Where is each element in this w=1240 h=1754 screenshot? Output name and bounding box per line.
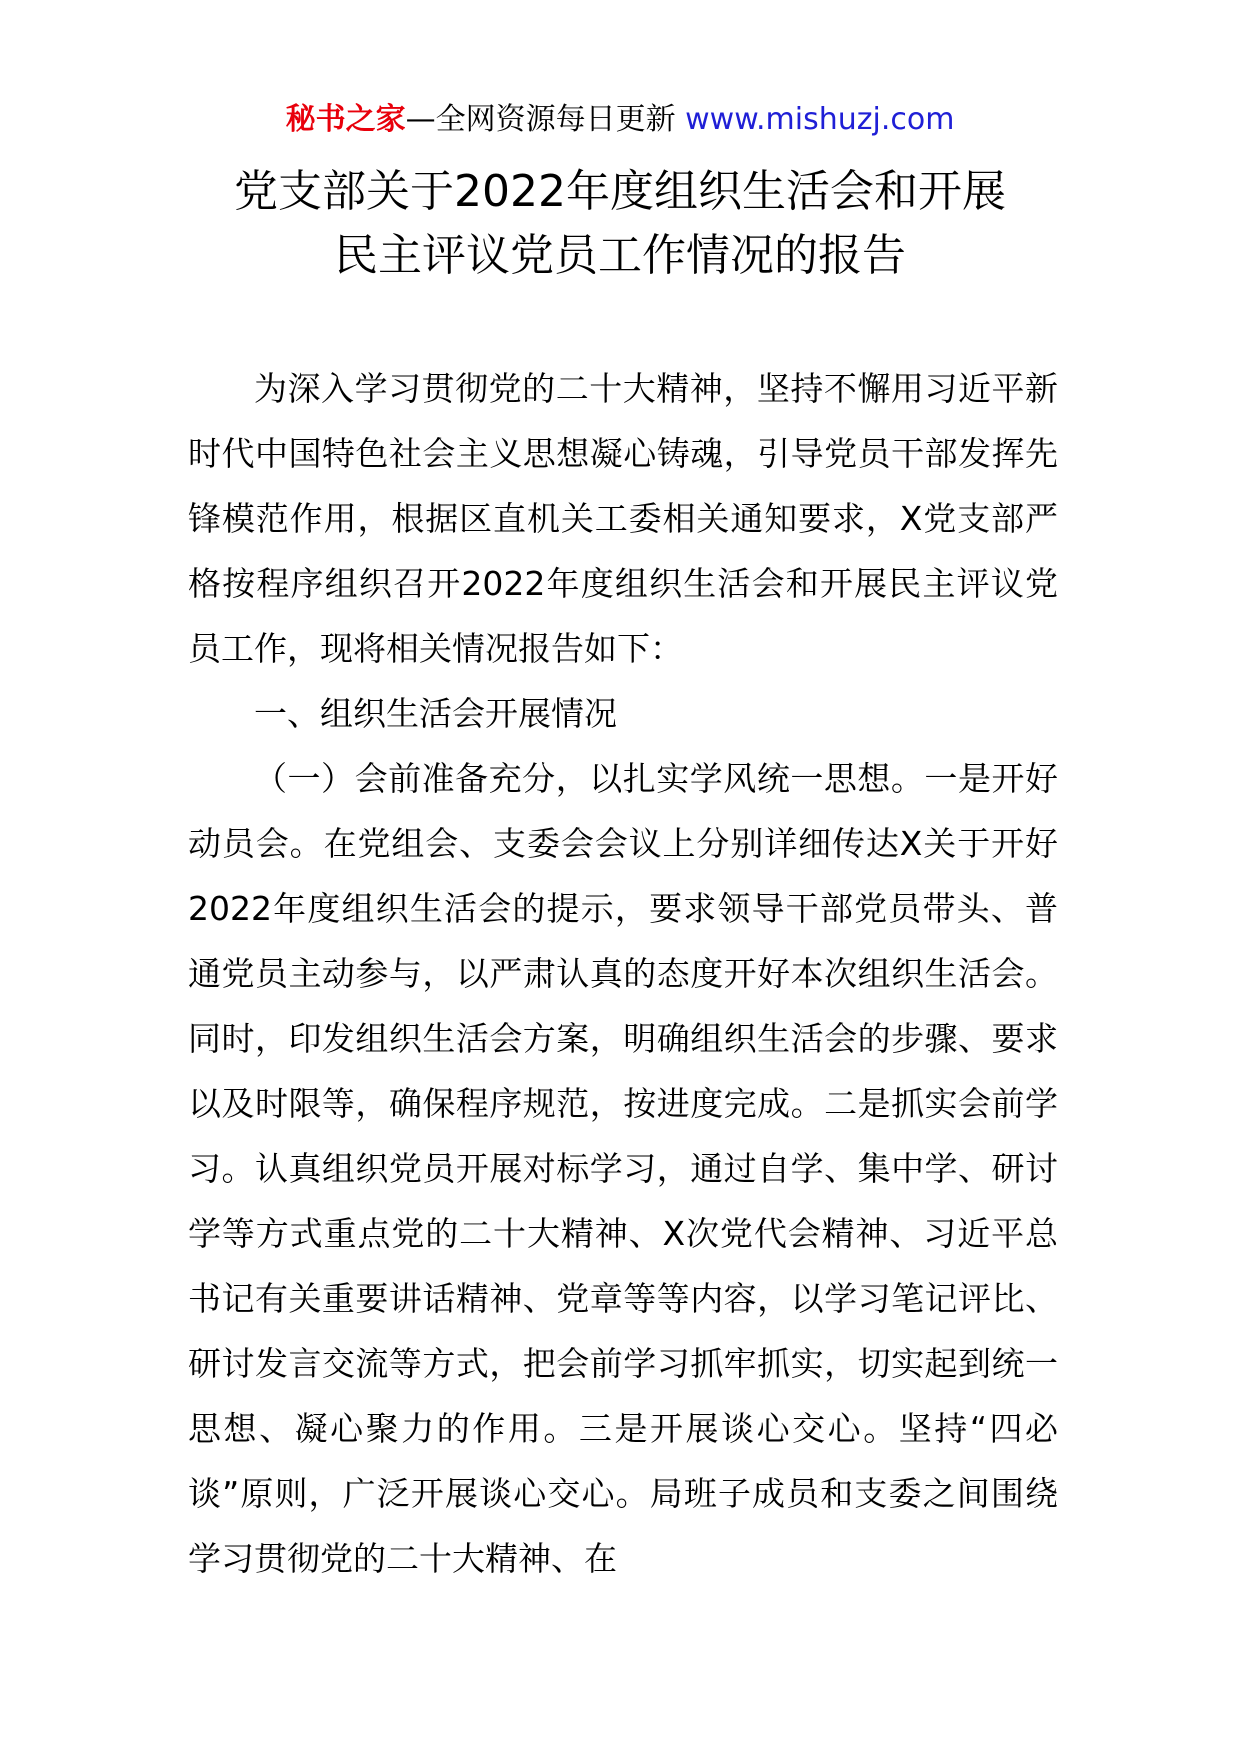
subsection-paragraph: （一）会前准备充分，以扎实学风统一思想。一是开好动员会。在党组会、支委会会议上分别详细传达X关于开好2022年度组织生活会的提示，要求领导干部党员带头、普通党员主动参与，以严肃认真的态度开好本次组织生活会。同时，印发组织生活会方案，明确组织生活会的步骤、要求以及时限等，确保程序规范，按进度完成。二是抓实会前学习。认真组织党员开展对标学习，通过自学、集中学、研讨学等方式重点党的二十大精神、X次党代会精神、习近平总书记有关重要讲话精神、党章等等内容，以学习笔记评比、研讨发言交流等方式，把会前学习抓牢抓实，切实起到统一思想、凝心聚力的作用。三是开展谈心交心。坚持“四必谈”原则，广泛开展谈心交心。局班子成员和支委之间围绕学习贯彻党的二十大精神、在 [188, 759, 1058, 1578]
document-title [0, 160, 1240, 288]
header-tagline: —全网资源每日更新 [405, 102, 686, 137]
source-header [0, 100, 1240, 140]
document-body [188, 356, 1058, 1591]
section-heading: 一、组织生活会开展情况 [254, 694, 617, 733]
title-line-2: 民主评议党员工作情况的报告 [334, 230, 906, 281]
intro-paragraph: 为深入学习贯彻党的二十大精神，坚持不懈用习近平新时代中国特色社会主义思想凝心铸魂，引导党员干部发挥先锋模范作用，根据区直机关工委相关通知要求，X党支部严格按程序组织召开2022年度组织生活会和开展民主评议党员工作，现将相关情况报告如下： [188, 369, 1058, 668]
website-link[interactable]: www.mishuzj.com [685, 102, 955, 137]
brand-name: 秘书之家 [285, 102, 406, 137]
title-line-1: 党支部关于2022年度组织生活会和开展 [234, 166, 1006, 217]
